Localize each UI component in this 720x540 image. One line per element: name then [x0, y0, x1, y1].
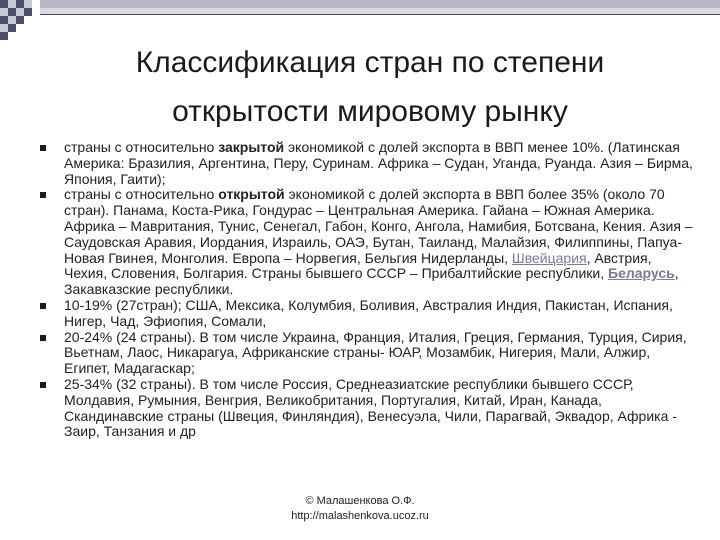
bullet-text-end: , Закавказские республики.: [64, 265, 679, 298]
bullet-text-prefix: страны с относительно: [64, 186, 219, 203]
footer-url[interactable]: http://malashenkova.ucoz.ru: [291, 510, 429, 522]
bullet-item-closed-economies: [38, 140, 698, 187]
bullet-text-cont: , Австрия, Чехия, Словения, Болгария. Страны бывшего СССР – Прибалтийские республики,: [64, 249, 652, 282]
switzerland-link[interactable]: Швейцария: [511, 249, 587, 266]
square-bullet-icon: [40, 335, 46, 341]
bullet-item-10-19: [38, 298, 698, 330]
square-bullet-icon: [40, 382, 46, 388]
footer-author: © Малашенкова О.Ф.: [305, 495, 415, 507]
slide-title-line-1: Классификация стран по степени: [135, 46, 605, 79]
bullet-list: [38, 140, 698, 440]
bullet-bold-term: закрытой: [218, 139, 285, 155]
bullet-text: 25-34% (32 страны). В том числе Россия, Среднеазиатские республики бывшего СССР, Молдавия, Румыния, Венгрия, Великобритания, Португалия, Китай, Иран, Канада, Скандинавские страны (Швеция, Финляндия), Венесуэла, Чили, Парагвай, Эквадор, Африка - Заир, Танзания и др: [64, 375, 677, 440]
belarus-link[interactable]: Беларусь: [608, 265, 675, 282]
bullet-text: 20-24% (24 страны). В том числе Украина, Франция, Италия, Греция, Германия, Турция, Сирия, Вьетнам, Лаос, Никарагуа, Африканские страны- ЮАР, Мозамбик, Нигерия, Мали, Алжир, Египет, Мадагаскар;: [64, 328, 687, 377]
bullet-bold-term: открытой: [218, 186, 285, 203]
bullet-item-20-24: [38, 330, 698, 377]
square-bullet-icon: [40, 303, 46, 309]
slide-corner-decoration: [0, 0, 720, 40]
slide-title: [60, 38, 680, 136]
bullet-text-prefix: страны с относительно: [64, 139, 219, 155]
bullet-text: 10-19% (27стран); США, Мексика, Колумбия, Боливия, Австралия Индия, Пакистан, Испания, Нигер, Чад, Эфиопия, Сомали,: [64, 296, 673, 329]
slide-title-line-2: открытости мировому рынку: [172, 95, 568, 128]
square-bullet-icon: [40, 145, 46, 151]
bullet-item-open-economies: [38, 187, 698, 298]
bullet-item-25-34: [38, 377, 698, 440]
slide-footer: [0, 494, 720, 524]
square-bullet-icon: [40, 192, 46, 198]
bullet-text: экономикой с долей экспорта в ВВП менее 10%. (Латинская Америка: Бразилия, Аргентина, Перу, Суринам. Африка – Судан, Уганда, Руанда. Азия – Бирма, Япония, Гаити);: [64, 139, 693, 187]
bullet-text: экономикой с долей экспорта в ВВП более 35% (около 70 стран). Панама, Коста-Рика, Гондурас – Центральная Америка. Гайана – Южная Америка. Африка – Мавритания, Тунис, Сенегал, Габон, Конго, Ангола, Намибия, Ботсвана, Кения. Азия – Саудовская Аравия, Иордания, Израиль, ОАЭ, Бутан, Таиланд, Малайзия, Филиппины, Папуа-Новая Гвинея, Монголия. Европа – Норвегия, Бельгия Нидерланды,: [64, 186, 693, 266]
